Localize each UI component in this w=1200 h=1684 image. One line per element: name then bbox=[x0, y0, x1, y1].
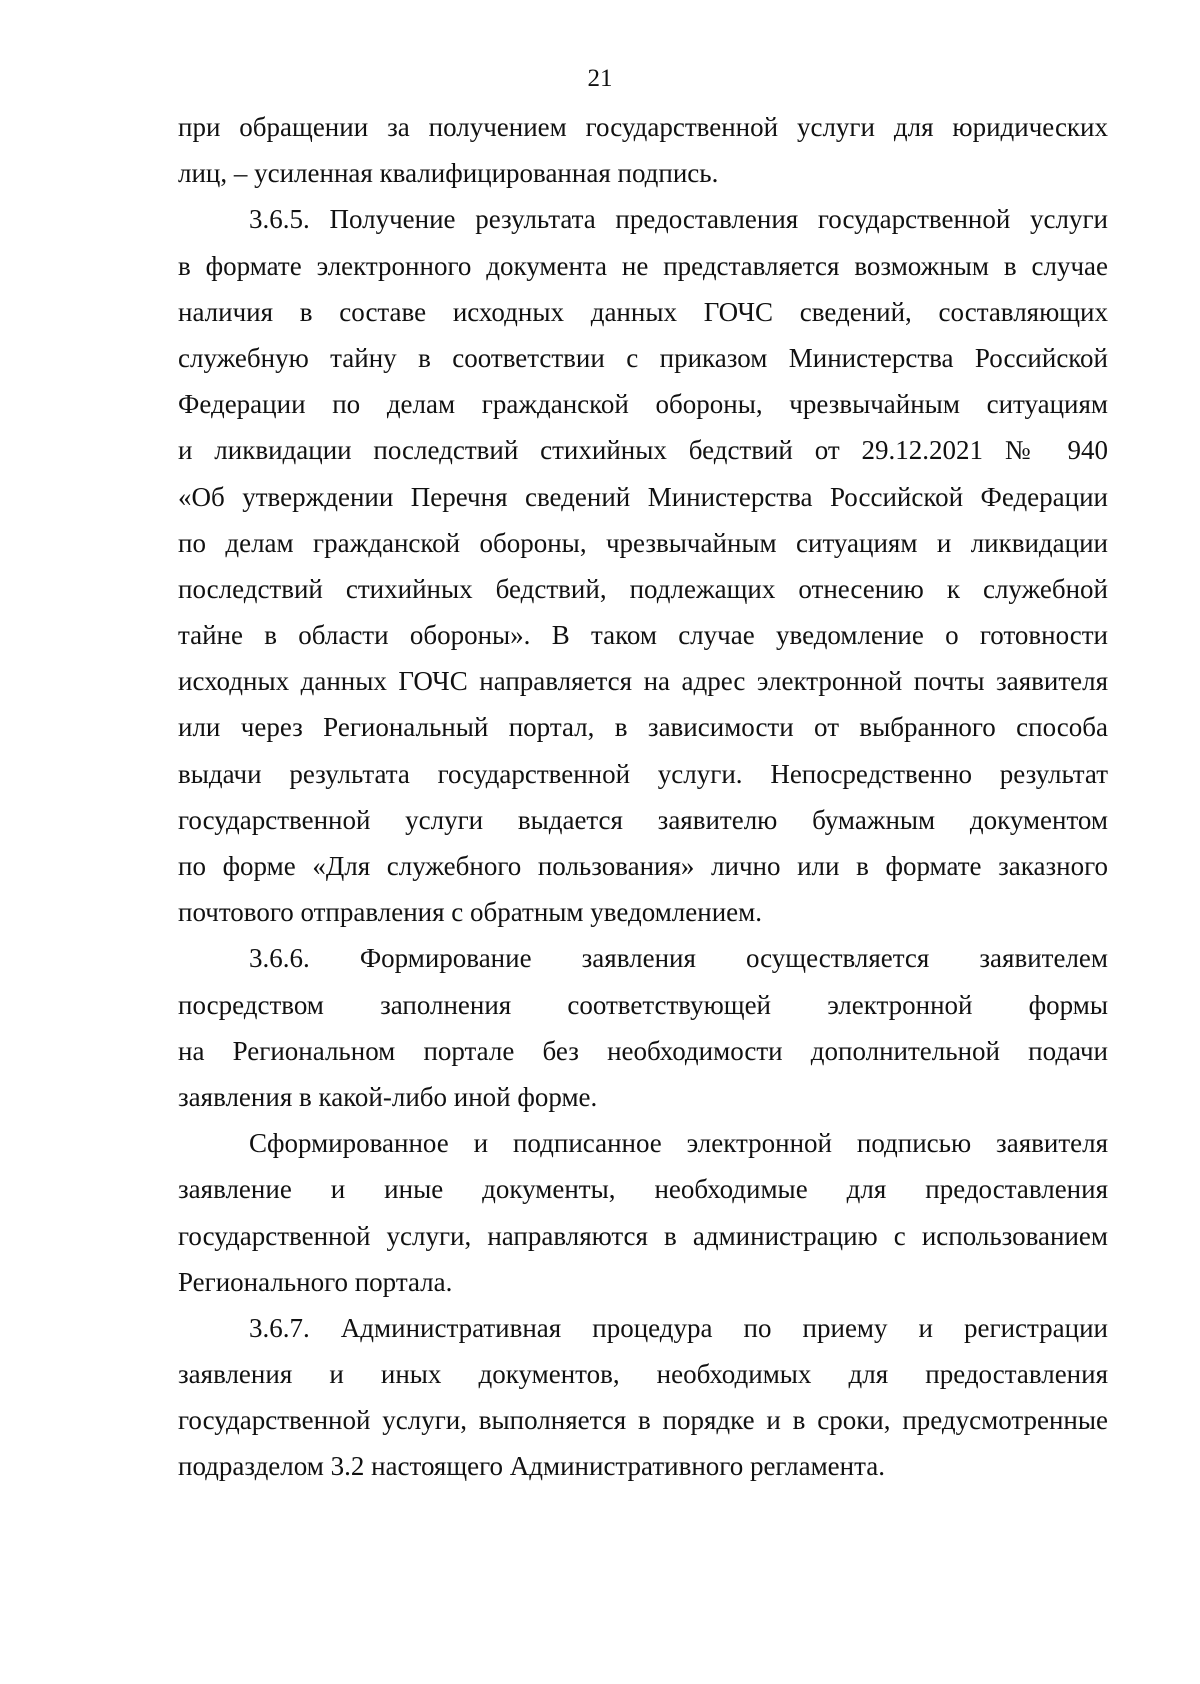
text-line: государственной услуги, направляются в администрацию с использованием bbox=[178, 1220, 1108, 1251]
paragraph-signed-application bbox=[178, 1120, 1108, 1305]
paragraph-1 bbox=[178, 104, 1108, 196]
document-body bbox=[178, 104, 1108, 1490]
text-line: почтового отправления с обратным уведомлением. bbox=[178, 897, 762, 928]
text-line: 3.6.7. Административная процедура по приему и регистрации bbox=[249, 1312, 1108, 1343]
text-line: лиц, – усиленная квалифицированная подпись. bbox=[178, 158, 719, 189]
text-line: Регионального портала. bbox=[178, 1266, 453, 1297]
text-line: выдачи результата государственной услуги. Непосредственно результат bbox=[178, 758, 1108, 789]
text-line: посредством заполнения соответствующей электронной формы bbox=[178, 989, 1108, 1020]
text-line: государственной услуги выдается заявителю бумажным документом bbox=[178, 804, 1108, 835]
text-line: 3.6.5. Получение результата предоставления государственной услуги bbox=[249, 204, 1108, 235]
text-line: и ликвидации последствий стихийных бедствий от 29.12.2021 № 940 bbox=[178, 435, 1108, 466]
paragraph-3-6-6 bbox=[178, 935, 1108, 1120]
text-line: исходных данных ГОЧС направляется на адрес электронной почты заявителя bbox=[178, 666, 1108, 697]
text-line: подразделом 3.2 настоящего Административного регламента. bbox=[178, 1451, 885, 1482]
text-line: по форме «Для служебного пользования» лично или в формате заказного bbox=[178, 851, 1108, 881]
text-line: государственной услуги, выполняется в порядке и в сроки, предусмотренные bbox=[178, 1405, 1108, 1436]
text-line: «Об утверждении Перечня сведений Министерства Российской Федерации bbox=[178, 481, 1108, 512]
page-number: 21 bbox=[587, 65, 613, 92]
text-line: заявление и иные документы, необходимые для предоставления bbox=[178, 1174, 1108, 1205]
paragraph-3-6-7 bbox=[178, 1305, 1108, 1490]
text-line: заявления в какой-либо иной форме. bbox=[178, 1081, 598, 1112]
text-line: заявления и иных документов, необходимых для предоставления bbox=[178, 1359, 1108, 1390]
text-line: служебную тайну в соответствии с приказом Министерства Российской bbox=[178, 342, 1108, 373]
text-line: по делам гражданской обороны, чрезвычайным ситуациям и ликвидации bbox=[178, 527, 1108, 558]
text-line: Федерации по делам гражданской обороны, чрезвычайным ситуациям bbox=[178, 389, 1108, 420]
text-line: Сформированное и подписанное электронной подписью заявителя bbox=[249, 1128, 1108, 1159]
text-line: в формате электронного документа не представляется возможным в случае bbox=[178, 250, 1108, 281]
text-line: при обращении за получением государственной услуги для юридических bbox=[178, 112, 1108, 142]
text-line: на Региональном портале без необходимости дополнительной подачи bbox=[178, 1035, 1108, 1066]
text-line: 3.6.6. Формирование заявления осуществляется заявителем bbox=[249, 943, 1108, 974]
text-line: или через Региональный портал, в зависимости от выбранного способа bbox=[178, 712, 1108, 743]
text-line: тайне в области обороны». В таком случае уведомление о готовности bbox=[178, 620, 1108, 651]
text-line: наличия в составе исходных данных ГОЧС сведений, составляющих bbox=[178, 296, 1108, 327]
text-line: последствий стихийных бедствий, подлежащих отнесению к служебной bbox=[178, 573, 1108, 604]
paragraph-3-6-5 bbox=[178, 196, 1108, 935]
